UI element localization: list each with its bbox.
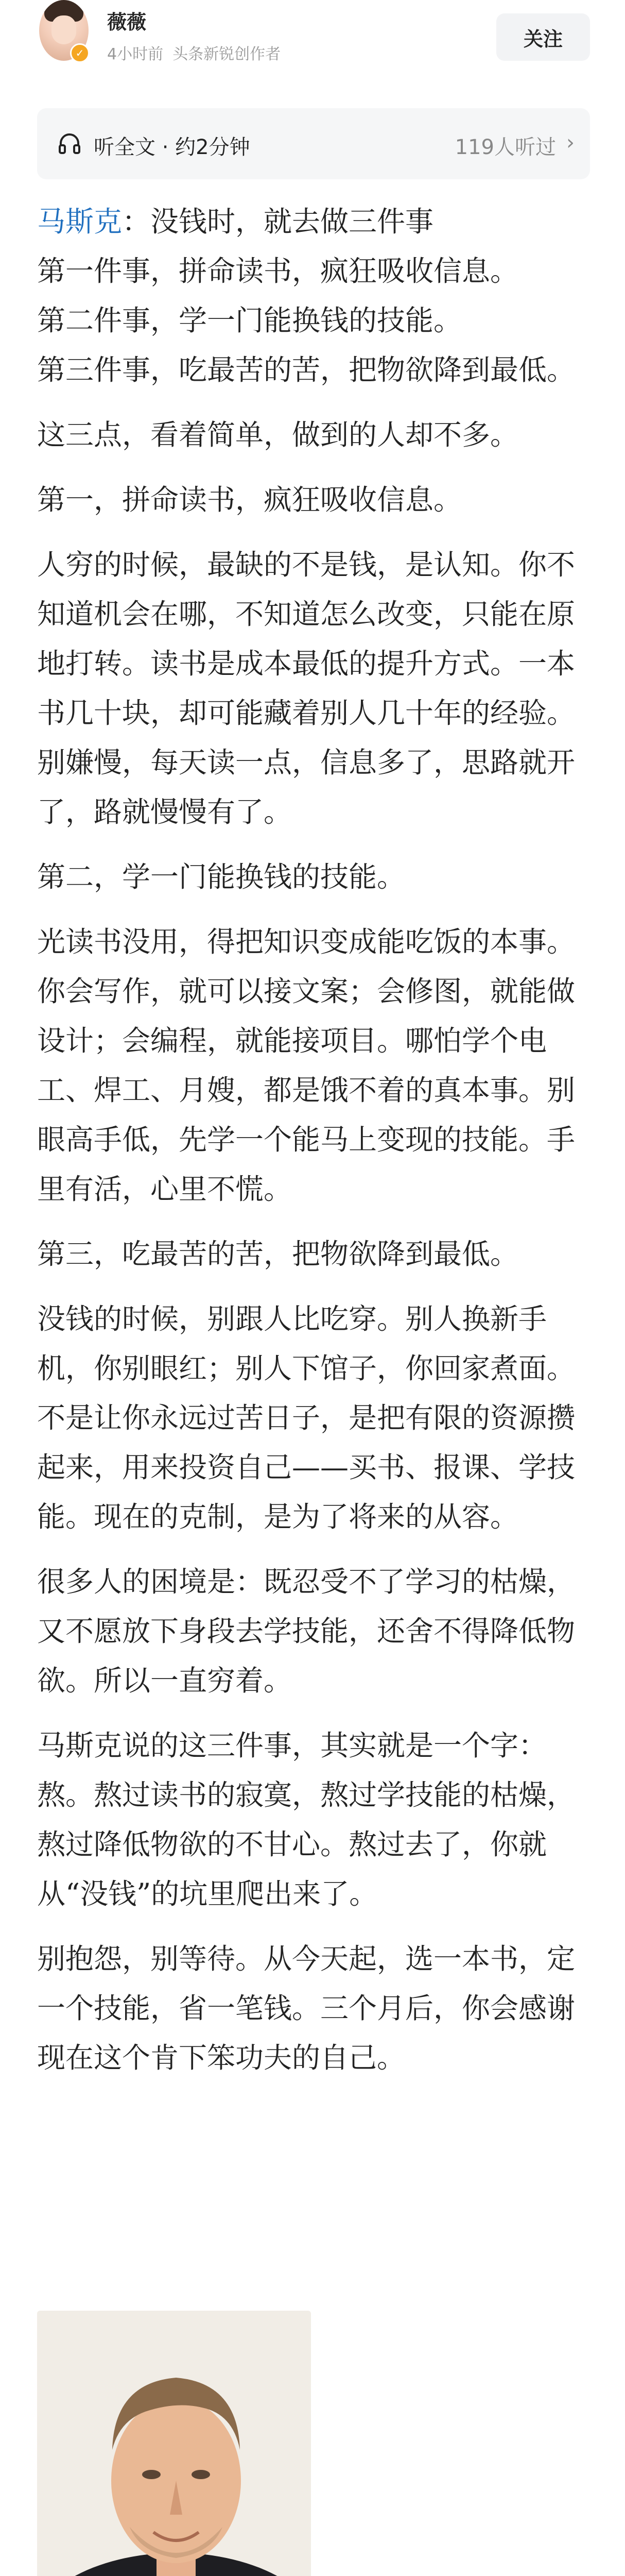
intro-line: 第三件事，吃最苦的苦，把物欲降到最低。 [37, 353, 576, 386]
author-name[interactable]: 薇薇 [107, 11, 147, 33]
follow-button[interactable]: 关注 [496, 13, 590, 61]
intro-paragraph [37, 197, 590, 395]
portrait-illustration [37, 2311, 311, 2576]
chevron-right-icon: › [566, 131, 575, 155]
author-meta [107, 41, 281, 64]
musk-link[interactable]: 马斯克 [37, 205, 123, 238]
paragraph: 光读书没用，得把知识变成能吃饭的本事。你会写作，就可以接文案；会修图，就能做设计；会编程，就能接项目。哪怕学个电工、焊工、月嫂，都是饿不着的真本事。别眼高手低，先学一个能马上变现的技能。手里有活，心里不慌。 [37, 925, 576, 1206]
portrait-image[interactable] [37, 2311, 311, 2576]
article-body [37, 197, 590, 2098]
listen-label: 听全文 · 约2分钟 [94, 135, 250, 159]
paragraph: 别抱怨，别等待。从今天起，选一本书，定一个技能，省一笔钱。三个月后，你会感谢现在这个肯下笨功夫的自己。 [37, 1942, 576, 2074]
section-heading: 第一，拼命读书，疯狂吸收信息。 [37, 483, 462, 516]
post-time: 4小时前 [107, 45, 164, 63]
headphones-icon [58, 132, 81, 156]
listen-full-text-bar[interactable] [37, 108, 590, 179]
paragraph: 没钱的时候，别跟人比吃穿。别人换新手机，你别眼红；别人下馆子，你回家煮面。不是让你永远过苦日子，是把有限的资源攒起来，用来投资自己——买书、报课、学技能。现在的克制，是为了将来的从容。 [37, 1302, 576, 1533]
section-heading: 第二，学一门能换钱的技能。 [37, 860, 406, 893]
section-heading: 第三，吃最苦的苦，把物欲降到最低。 [37, 1238, 519, 1270]
intro-first-line [37, 205, 433, 238]
intro-text: ：没钱时，就去做三件事 [122, 205, 434, 238]
author-header [0, 0, 625, 82]
avatar-face [51, 15, 76, 44]
intro-line: 第一件事，拼命读书，疯狂吸收信息。 [37, 255, 519, 287]
paragraph: 人穷的时候，最缺的不是钱，是认知。你不知道机会在哪，不知道怎么改变，只能在原地打转。读书是成本最低的提升方式。一本书几十块，却可能藏着别人几十年的经验。别嫌慢，每天读一点，信息多了，思路就开了，路就慢慢有了。 [37, 548, 576, 828]
verified-badge-icon: ✓ [70, 43, 90, 63]
paragraph: 马斯克说的这三件事，其实就是一个字：熬。熬过读书的寂寞，熬过学技能的枯燥，熬过降低物欲的不甘心。熬过去了，你就从“没钱”的坑里爬出来了。 [37, 1729, 576, 1910]
paragraph: 这三点，看着简单，做到的人却不多。 [37, 418, 519, 451]
listen-count: 119人听过 [455, 135, 556, 159]
creator-tag: 头条新锐创作者 [172, 45, 281, 63]
intro-line: 第二件事，学一门能换钱的技能。 [37, 304, 462, 337]
paragraph: 很多人的困境是：既忍受不了学习的枯燥，又不愿放下身段去学技能，还舍不得降低物欲。所以一直穷着。 [37, 1565, 576, 1697]
